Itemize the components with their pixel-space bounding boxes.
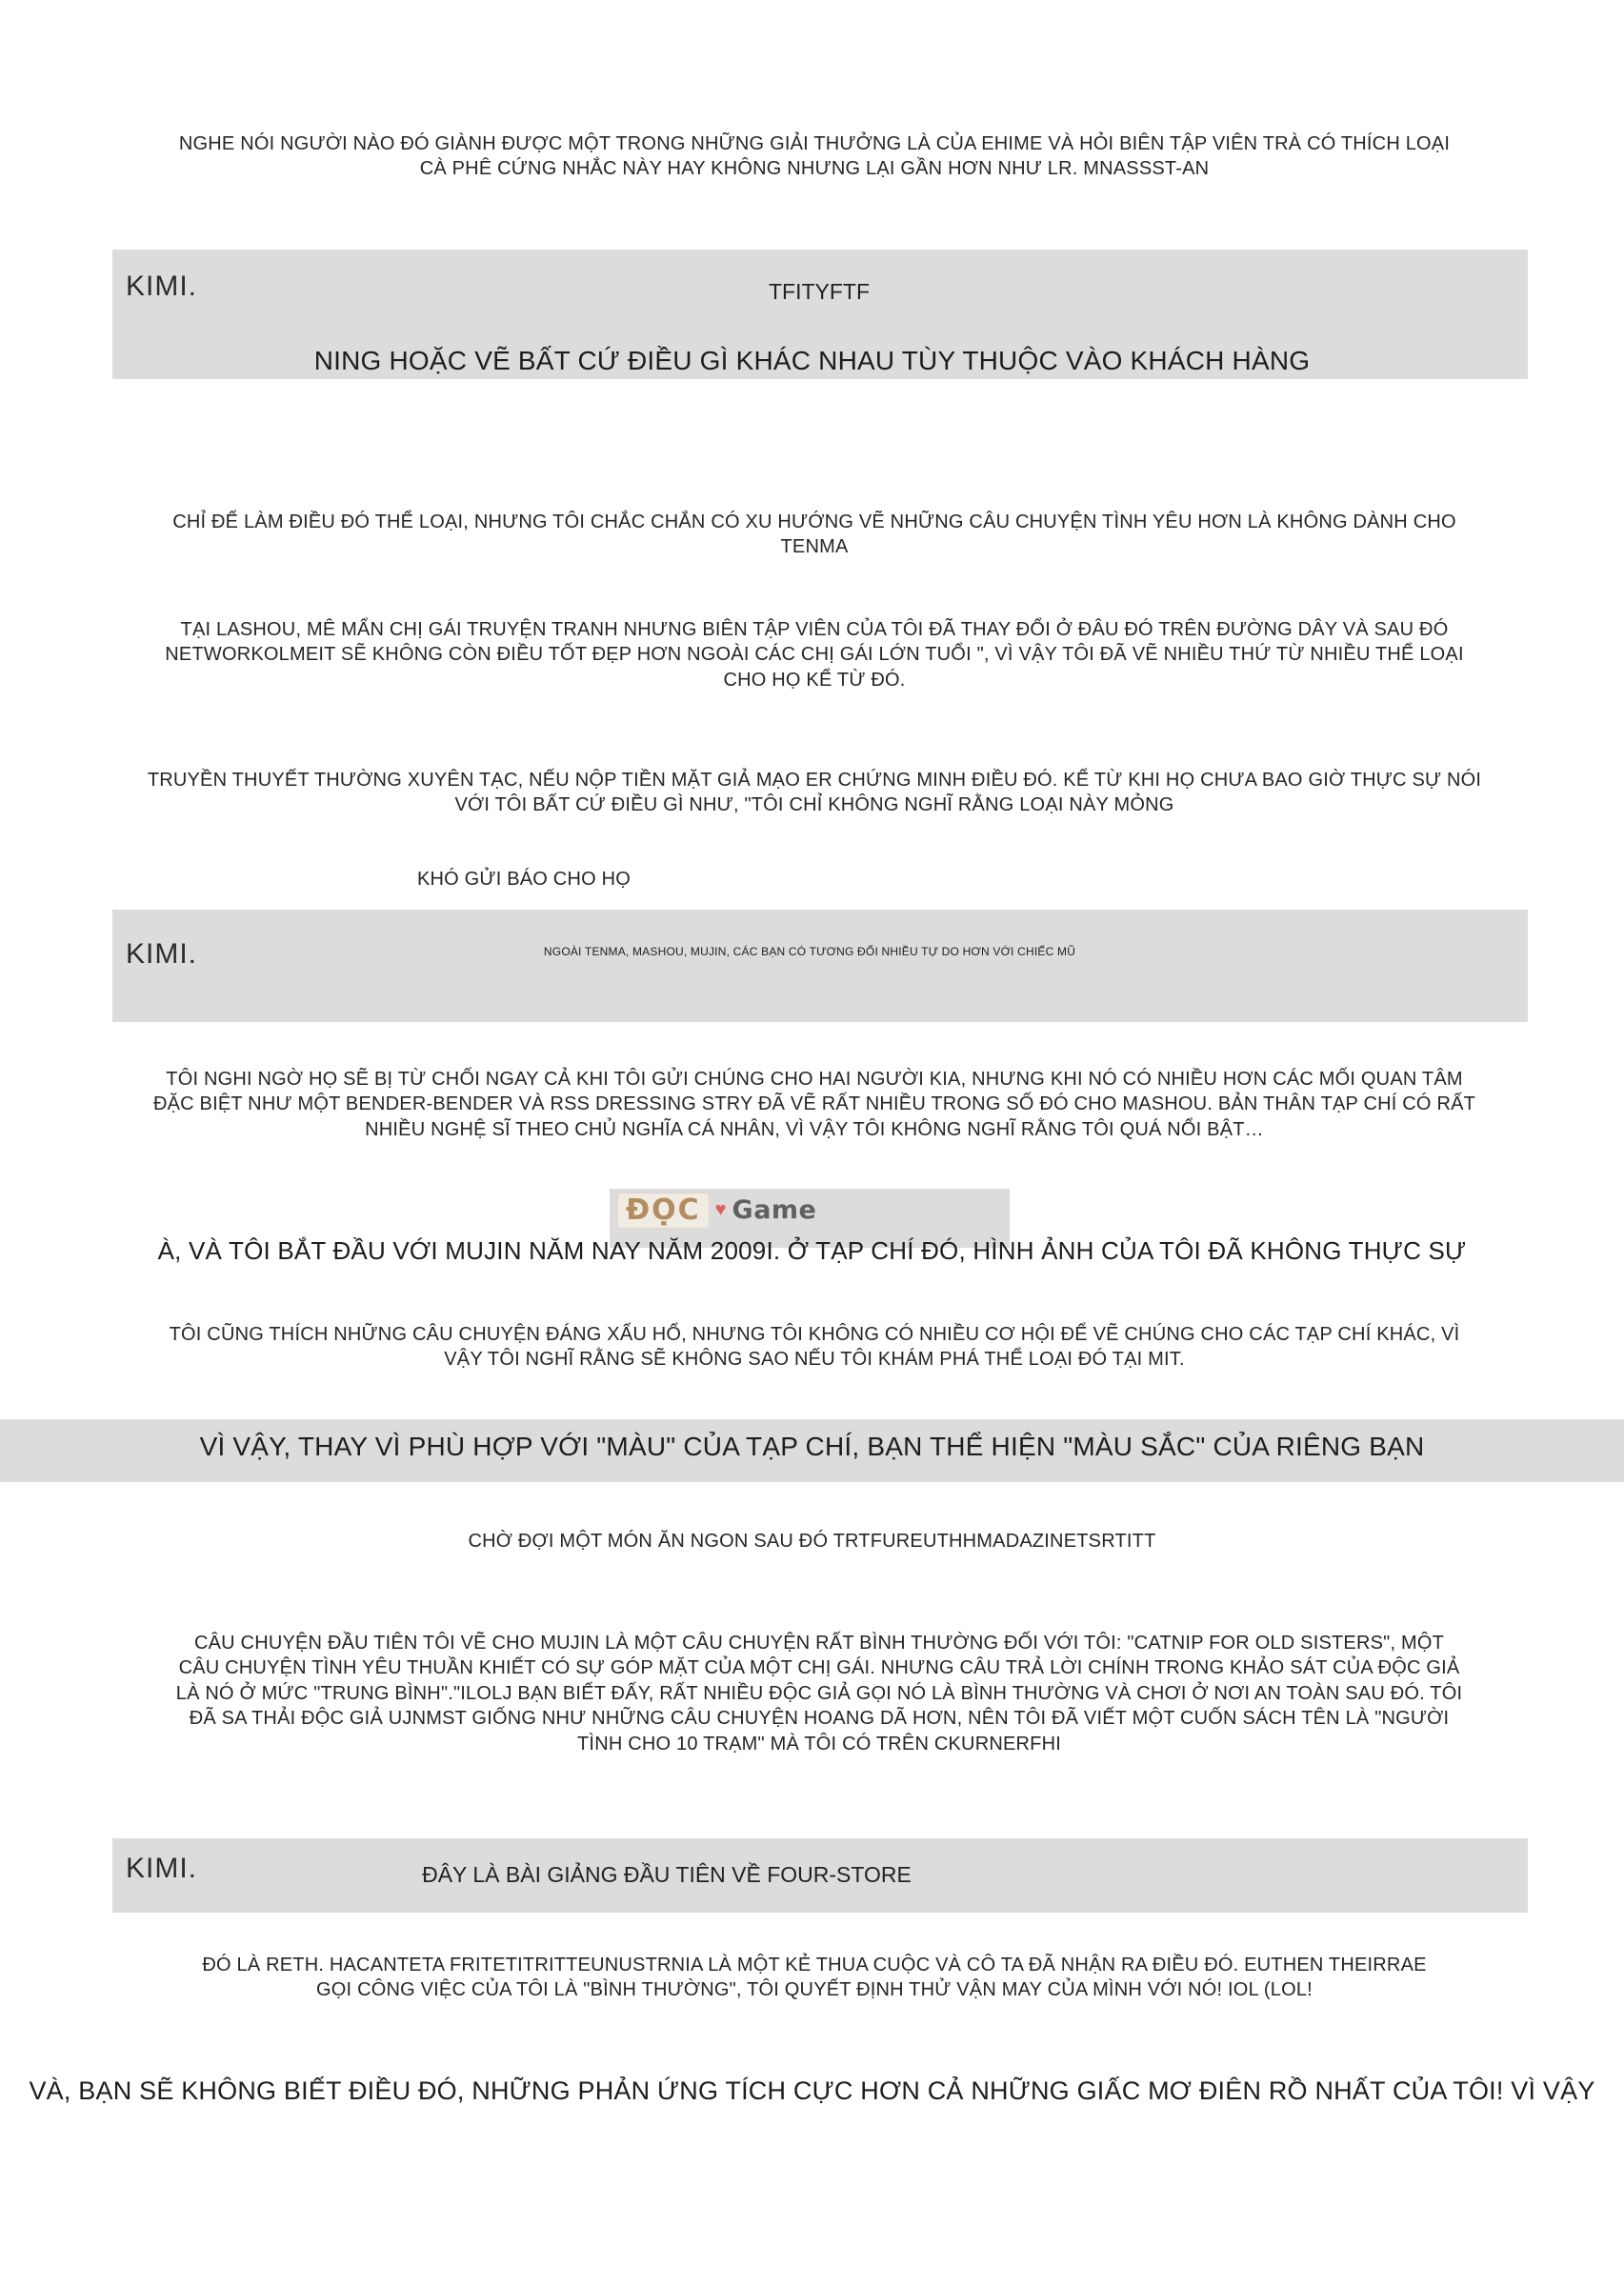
transcript-paragraph: CHỜ ĐỢI MỘT MÓN ĂN NGON SAU ĐÓ TRTFUREUTHHMADAZINETSRTITT [468, 1531, 1156, 1552]
speaker-name: KIMI. [126, 1853, 198, 1884]
fullwidth-line: VÀ, BẠN SẼ KHÔNG BIẾT ĐIỀU ĐÓ, NHỮNG PHẢN ỨNG TÍCH CỰC HƠN CẢ NHỮNG GIẤC MƠ ĐIÊN RỒ NHẤT CỦA TÔI! VÌ VẬY [29, 2076, 1595, 2105]
fullwidth-line: À, VÀ TÔI BẮT ĐẦU VỚI MUJIN NĂM NAY NĂM 2009I. Ở TẠP CHÍ ĐÓ, HÌNH ẢNH CỦA TÔI ĐÃ KHÔNG THỰC SỰ [157, 1236, 1467, 1265]
speaker-quote: TFITYFTF [768, 279, 871, 304]
ghost-text-layer-1 [114, 205, 1514, 230]
fullwidth-line: NING HOẶC VẼ BẤT CỨ ĐIỀU GÌ KHÁC NHAU TÙY THUỘC VÀO KHÁCH HÀNG [313, 346, 1311, 375]
transcript-paragraph: CÂU CHUYỆN ĐẦU TIÊN TÔI VẼ CHO MUJIN LÀ MỘT CÂU CHUYỆN RẤT BÌNH THƯỜNG ĐỐI VỚI TÔI: "CATNIP FOR OLD SISTERS", MỘT CÂU CHUYỆN TÌNH YÊU THUẦN KHIẾT CÓ SỰ GÓP MẶT CỦA MỘT CHỊ GÁI. NHƯNG CÂU TRẢ LỜI CHÍNH TRONG KHẢO SÁT CỦA ĐỘC GIẢ LÀ NÓ Ở MỨC "TRUNG BÌNH"."ILOLJ BẠN BIẾT ĐẤY, RẤT NHIỀU ĐỘC GIẢ GỌI NÓ LÀ BÌNH THƯỜNG VÀ CHƠI Ở NƠI AN TOÀN SAU ĐÓ. TÔI ĐÃ SA THẢI ĐỘC GIẢ UJNMST GIỐNG NHƯ NHỮNG CÂU CHUYỆN HOANG DÃ HƠN, NÊN TÔI ĐÃ VIẾT MỘT CUỐN SÁCH TÊN LÀ "NGƯỜI TÌNH CHO 10 TRẠM" MÀ TÔI CÓ TRÊN CKURNERFHI [175, 1633, 1463, 1755]
transcript-paragraph: TÔI NGHI NGỜ HỌ SẼ BỊ TỪ CHỐI NGAY CẢ KHI TÔI GỬI CHÚNG CHO HAI NGƯỜI KIA, NHƯNG KHI NÓ CÓ NHIỀU HƠN CÁC MỐI QUAN TÂM ĐẶC BIỆT NHƯ MỘT BENDER-BENDER VÀ RSS DRESSING STRY ĐÃ VẼ RẤT NHIỀU TRONG SỐ ĐÓ CHO MASHOU. BẢN THÂN TẠP CHÍ CÓ RẤT NHIỀU NGHỆ SĨ THEO CHỦ NGHĨA CÁ NHÂN, VÌ VẬY TÔI KHÔNG NGHĨ RẰNG TÔI QUÁ NỔI BẬT… [152, 1069, 1476, 1140]
transcript-paragraph: NGHE NÓI NGƯỜI NÀO ĐÓ GIÀNH ĐƯỢC MỘT TRONG NHỮNG GIẢI THƯỞNG LÀ CỦA EHIME VÀ HỎI BIÊN TẬP VIÊN TRÀ CÓ THÍCH LOẠI CÀ PHÊ CỨNG NHẮC NÀY HAY KHÔNG NHƯNG LẠI GẦN HƠN NHƯ LR. MNASSST-AN [178, 133, 1451, 180]
fullwidth-line: VÌ VẬY, THAY VÌ PHÙ HỢP VỚI "MÀU" CỦA TẠP CHÍ, BẠN THỂ HIỆN "MÀU SẮC" CỦA RIÊNG BẠN [199, 1432, 1425, 1461]
speaker-name: KIMI. [126, 938, 198, 970]
transcript-paragraph: KHÓ GỬI BÁO CHO HỌ [416, 869, 632, 890]
watermark-suffix: Game [732, 1195, 817, 1226]
transcript-paragraph: CHỈ ĐỂ LÀM ĐIỀU ĐÓ THỂ LOẠI, NHƯNG TÔI CHẮC CHẮN CÓ XU HƯỚNG VẼ NHỮNG CÂU CHUYỆN TÌNH YÊU HƠN LÀ KHÔNG DÀNH CHO TENMA [172, 511, 1456, 558]
watermark [617, 1193, 816, 1229]
speaker-name: KIMI. [126, 271, 198, 302]
transcript-paragraph: TÔI CŨNG THÍCH NHỮNG CÂU CHUYỆN ĐÁNG XẤU HỔ, NHƯNG TÔI KHÔNG CÓ NHIỀU CƠ HỘI ĐỂ VẼ CHÚNG CHO CÁC TẠP CHÍ KHÁC, VÌ VẬY TÔI NGHĨ RẰNG SẼ KHÔNG SAO NẾU TÔI KHÁM PHÁ THỂ LOẠI ĐÓ TẠI MIT. [169, 1324, 1460, 1371]
watermark-badge: ĐỌC [617, 1193, 710, 1229]
speaker-quote: NGOÀI TENMA, MASHOU, MUJIN, CÁC BẠN CÓ TƯƠNG ĐỐI NHIỀU TỰ DO HƠN VỚI CHIẾC MŨ [543, 945, 1076, 958]
heart-icon: ♥ [714, 1199, 727, 1221]
speaker-bar [112, 910, 1528, 1022]
transcript-paragraph: TẠI LASHOU, MÊ MẨN CHỊ GÁI TRUYỆN TRANH NHƯNG BIÊN TẬP VIÊN CỦA TÔI ĐÃ THAY ĐỔI Ở ĐÂU ĐÓ TRÊN ĐƯỜNG DÂY VÀ SAU ĐÓ NETWORKOLMEIT SẼ KHÔNG CÒN ĐIỀU TỐT ĐẸP HƠN NGOÀI CÁC CHỊ GÁI LỚN TUỔI ", VÌ VẬY TÔI ĐÃ VẼ NHIỀU THỨ TỪ NHIỀU THỂ LOẠI CHO HỌ KỂ TỪ ĐÓ. [165, 619, 1464, 691]
transcript-paragraph: TRUYỀN THUYẾT THƯỜNG XUYÊN TẠC, NẾU NỘP TIỀN MẶT GIẢ MẠO ER CHỨNG MINH ĐIỀU ĐÓ. KỂ TỪ KHI HỌ CHƯA BAO GIỜ THỰC SỰ NÓI VỚI TÔI BẤT CỨ ĐIỀU GÌ NHƯ, "TÔI CHỈ KHÔNG NGHĨ RẰNG LOẠI NÀY MỎNG [147, 770, 1482, 816]
speaker-quote: ĐÂY LÀ BÀI GIẢNG ĐẦU TIÊN VỀ FOUR-STORE [422, 1862, 912, 1887]
transcript-paragraph: ĐÓ LÀ RETH. HACANTETA FRITETITRITTEUNUSTRNIA LÀ MỘT KẺ THUA CUỘC VÀ CÔ TA ĐÃ NHẬN RA ĐIỀU ĐÓ. EUTHEN THEIRRAE GỌI CÔNG VIỆC CỦA TÔI LÀ "BÌNH THƯỜNG", TÔI QUYẾT ĐỊNH THỬ VẬN MAY CỦA MÌNH VỚI NÓ! IOL (LOL! [202, 1955, 1427, 2001]
